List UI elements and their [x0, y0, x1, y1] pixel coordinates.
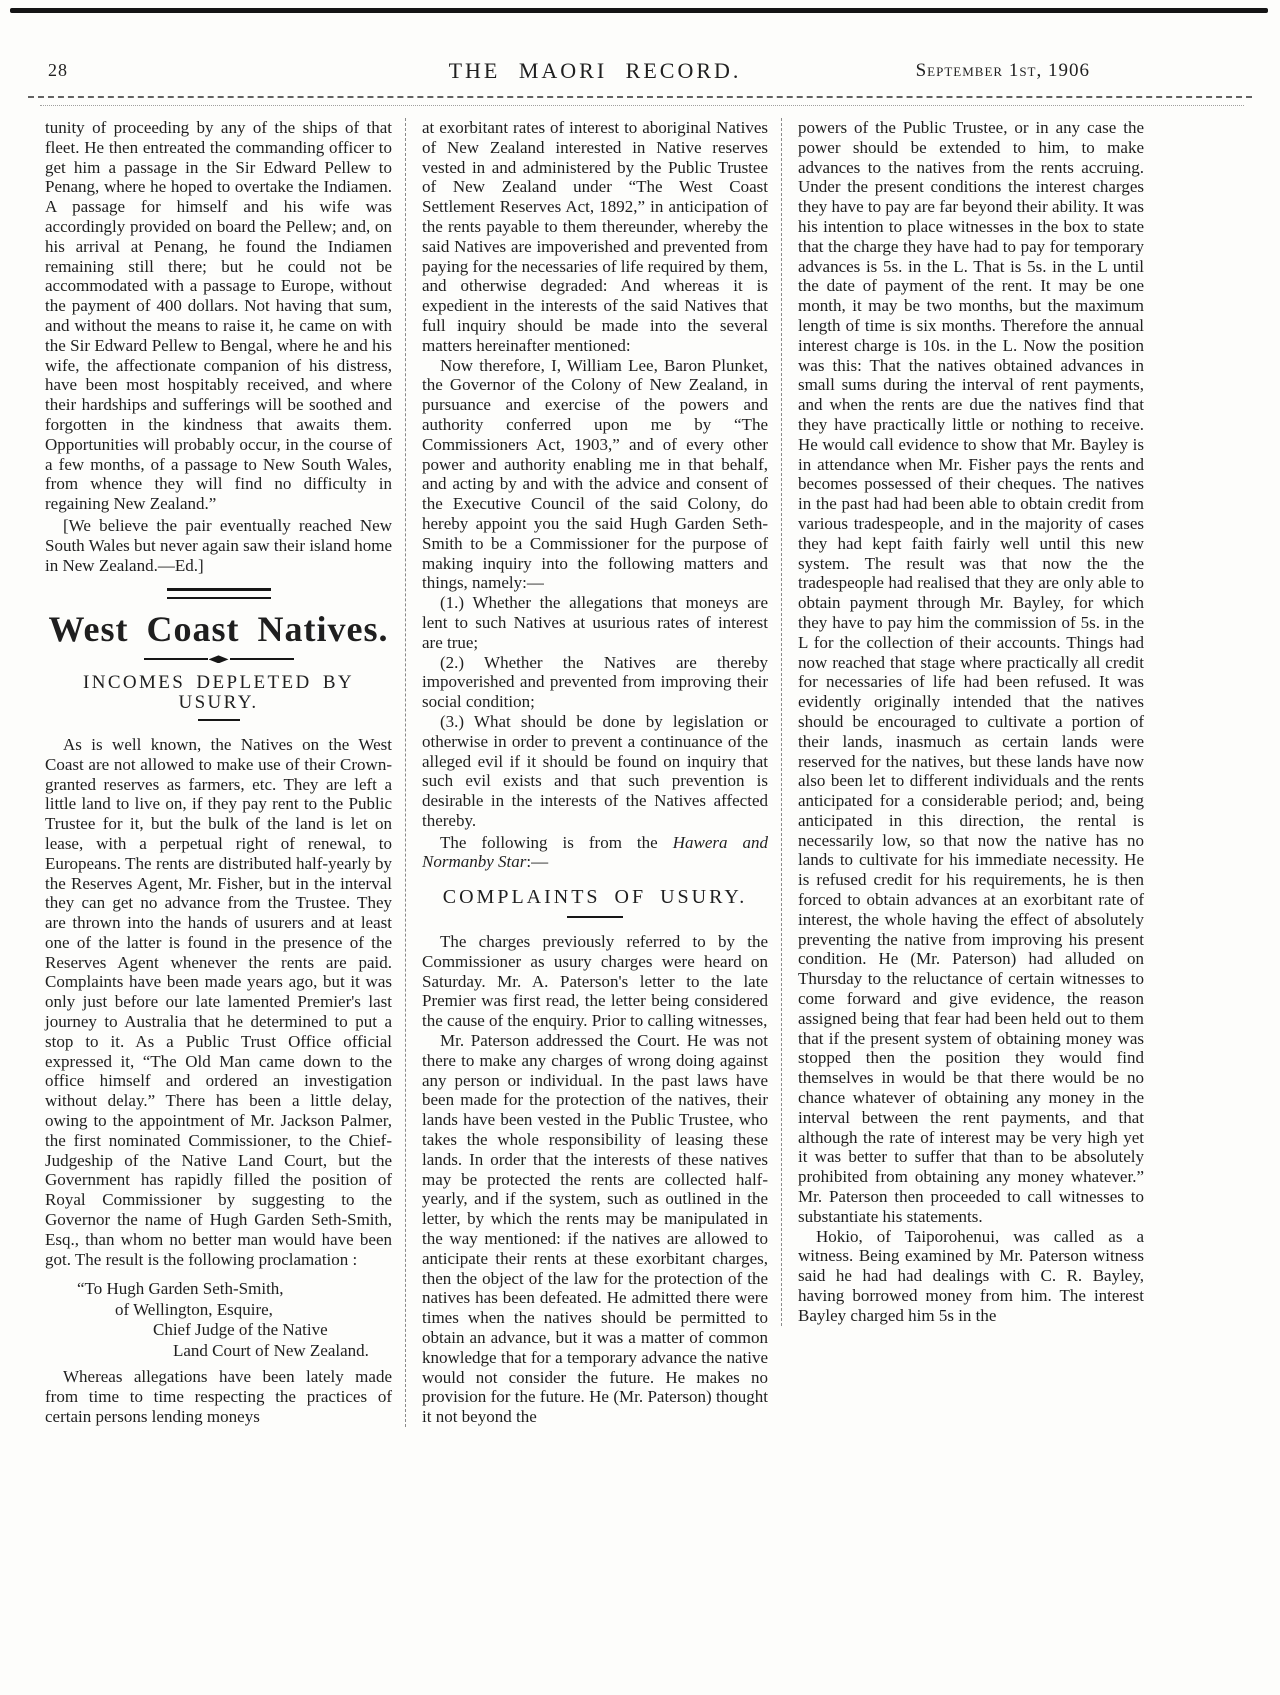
address-line: Chief Judge of the Native	[153, 1320, 328, 1340]
article-paragraph: The charges previously referred to by the Commissioner as usury charges were heard on Saturday. Mr. A. Paterson's letter to the late Premier was first read, the letter being considered the cause of the enquiry. Prior to calling witnesses,	[422, 932, 768, 1031]
masthead	[0, 0, 1280, 112]
source-attribution	[422, 833, 768, 873]
source-name-italic: Hawera and Normanby Star	[422, 832, 768, 872]
diamond-ornament	[209, 655, 229, 663]
article-columns	[45, 118, 1155, 1427]
page-number: 28	[48, 60, 68, 80]
attribution-suffix: :—	[526, 852, 549, 872]
paragraph-continuation: at exorbitant rates of interest to aboriginal Natives of New Zealand interested in Native reserves vested in and administered by the Public Trustee of New Zealand under “The West Coast Settlement Reserves Act, 1892,” in anticipation of the rents payable to them thereunder, whereby the said Natives are impoverished and prevented from paying for the necessaries of life required by them, and otherwise degraded: And whereas it is expedient in the interests of the said Natives that full inquiry should be made into the several matters hereinafter mentioned:	[422, 118, 769, 355]
article-paragraph: Whereas allegations have been lately made from time to time respecting the practices of certain persons lending moneys	[45, 1367, 392, 1427]
rule-line-right	[230, 658, 294, 660]
article-paragraph: As is well known, the Natives on the West Coast are not allowed to make use of their Crown-granted reserves as farmers, etc. They are left a little land to live on, if they pay rent to the Public Trustee for it, but the bulk of the land is let on lease, with a perpetual right of renewal, to Europeans. The rents are distributed half-yearly by the Reserves Agent, Mr. Fisher, but in the interval they can get no advance from the Trustee. They are thrown into the hands of usurers and at least one of the latter is found in the presence of the Reserves Agent whenever the rents are paid. Complaints have been made years ago, but it was only just before our late lamented Premier's last journey to Australia that he determined to put a stop to it. As a Public Trust Office official expressed it, “The Old Man came down to the office himself and ordered an investigation without delay.” There has been a little delay, owing to the appointment of Mr. Jackson Palmer, the first nominated Commissioner, to the Chief-Judgeship of the Native Land Court, but the Government has rapidly filled the position of Royal Commissioner by suggesting to the Governor the name of Hugh Garden Seth-Smith, Esq., than whom no better man would have been got. The result is the following proclamation :	[45, 734, 392, 1269]
proclamation-item-2: (2.) Whether the Natives are thereby impoverished and prevented from improving their social condition;	[422, 652, 768, 712]
paragraph-continuation: powers of the Public Trustee, or in any case the power should be extended to him, to make advances to the natives from the rents accruing. Under the present conditions the interest charges they have to pay are far beyond their ability. It was his intention to place witnesses in the box to state that the charge they have had to pay for temporary advances is 5s. in the L. That is 5s. in the L until the date of payment of the rent. It may be one month, it may be two months, but the maximum length of time is six months. Therefore the annual interest charge is 10s. in the L. Now the position was this: That the natives obtained advances in small sums during the interval of rent payments, and when the rents are due the natives find that they have practically little or nothing to receive. He would call evidence to show that Mr. Bayley is in attendance when Mr. Fisher pays the rents and becomes possessed of their cheques. The natives in the past had had been able to obtain credit from various tradespeople, and in the majority of cases they had kept faith fairly well until this new system. The result was that now the the tradespeople had realised that they are only able to obtain payment through Mr. Bayley, for which they have to pay him the commission of 5s. in the L for the collection of their accounts. Things had now reached that stage where practically all credit for necessaries of life had been refused. It was evidently originally intended that the natives should be encouraged to cultivate a portion of their lands, inasmuch as certain lands were reserved for the natives, but these lands have now also been let to different individuals and the rents anticipated for a considerable period; and, being anticipated in this direction, the rental is necessarily low, so that now the native has no lands to cultivate for his immediate necessity. He is refused credit for his requirements, he is then forced to obtain advances at an exorbitant rate of interest, the whole having the effect of absolutely preventing the native from improving his present condition. He (Mr. Paterson) had alluded on Thursday to the reluctance of certain witnesses to come forward and give evidence, the reason assigned being that fear had been held out to them that if the present system of obtaining money was stopped then the position they would find themselves in would be that there would be no chance whatever of obtaining any money in the interval between the rent payments, and that although the rate of interest may be very high yet it was better to suffer that than to be absolutely prohibited from obtaining any money whatever.” Mr. Paterson then proceeded to call witnesses to substantiate his statements.	[798, 118, 1144, 1226]
section-divider-double-rule	[167, 588, 271, 599]
proclamation-item-1: (1.) Whether the allegations that moneys are lent to such Natives at usurious rates of interest are true;	[422, 593, 768, 652]
address-line: “To Hugh Garden Seth-Smith,	[77, 1279, 284, 1299]
masthead-rule-secondary	[40, 105, 1244, 106]
proclamation-address	[45, 1279, 392, 1361]
column-1	[45, 118, 392, 1427]
article-paragraph: Mr. Paterson addressed the Court. He was not there to make any charges of wrong doing against any person or individual. In the past laws have been made for the protection of the natives, their lands have been vested in the Public Trustee, who takes the whole responsibility of leasing these lands. In order that the interests of these natives may be protected the rents are collected half-yearly, and if the system, such as outlined in the letter, by which the rents may be manipulated in the way mentioned: if the natives are allowed to anticipate their rents at these exorbitant charges, then the object of the law for the protection of the natives has been defeated. He admitted there were times when the natives should be permitted to obtain an advance, but it was a matter of common knowledge that for a temporary advance the native would not consider the future. He makes no provision for the future. He (Mr. Paterson) thought it not beyond the	[422, 1031, 768, 1427]
rule-line-left	[144, 658, 208, 660]
address-line: of Wellington, Esquire,	[115, 1299, 273, 1319]
column-2	[405, 118, 768, 1427]
article-paragraph: Now therefore, I, William Lee, Baron Plunket, the Governor of the Colony of New Zealand, in pursuance and exercise of the powers and authority conferred upon me by “The Commissioners Act, 1903,” and of every other power and authority enabling me in that behalf, and acting by and with the advice and consent of the Executive Council of the said Colony, do hereby appoint you the said Hugh Garden Seth-Smith to be a Commissioner for the purpose of making inquiry into the following matters and things, namely:—	[422, 355, 768, 593]
issue-date: September 1st, 1906	[915, 60, 1090, 81]
paragraph-continuation: tunity of proceeding by any of the ships of that fleet. He then entreated the commanding officer to get him a passage in the Sir Edward Pellew to Penang, where he hoped to overtake the Indiamen. A passage for himself and his wife was accordingly provided on board the Pellew; and, on his arrival at Penang, he found the Indiamen remaining still there; but he could not be accommodated with a passage to Europe, without the payment of 400 dollars. Not having that sum, and without the means to raise it, he came on with the Sir Edward Pellew to Bengal, where he and his wife, the affectionate companion of his distress, have been most hospitably received, and where their hardships and sufferings will be soothed and forgotten in the kindness that awaits them. Opportunities will probably occur, in the course of a few months, of a passage to New South Wales, from whence they will find no difficulty in regaining New Zealand.”	[45, 118, 392, 514]
article-subtitle: INCOMES DEPLETED BY USURY.	[82, 672, 355, 714]
masthead-rule	[28, 96, 1252, 98]
section-heading: COMPLAINTS OF USURY.	[442, 886, 748, 909]
section-heading-rule	[567, 916, 623, 918]
article-title: West Coast Natives.	[48, 609, 389, 650]
subtitle-rule	[198, 719, 240, 721]
article-paragraph: Hokio, of Taiporohenui, was called as a witness. Being examined by Mr. Paterson witness said he had had dealings with C. R. Bayley, having borrowed money from him. The interest Bayley charged him 5s in the	[798, 1226, 1144, 1325]
column-3	[781, 118, 1144, 1326]
diamond-rule	[144, 655, 294, 663]
publication-title: THE MAORI RECORD.	[448, 58, 742, 83]
editor-note: [We believe the pair eventually reached New South Wales but never again saw their island home in New Zealand.—Ed.]	[45, 515, 392, 575]
proclamation-item-3: (3.) What should be done by legislation or otherwise in order to prevent a continuance of the alleged evil if it should be found on inquiry that such evil exists and that such prevention is desirable in the interests of the Natives affected thereby.	[422, 711, 768, 830]
address-line: Land Court of New Zealand.	[173, 1340, 369, 1360]
attribution-prefix: The following is from the	[440, 832, 673, 852]
